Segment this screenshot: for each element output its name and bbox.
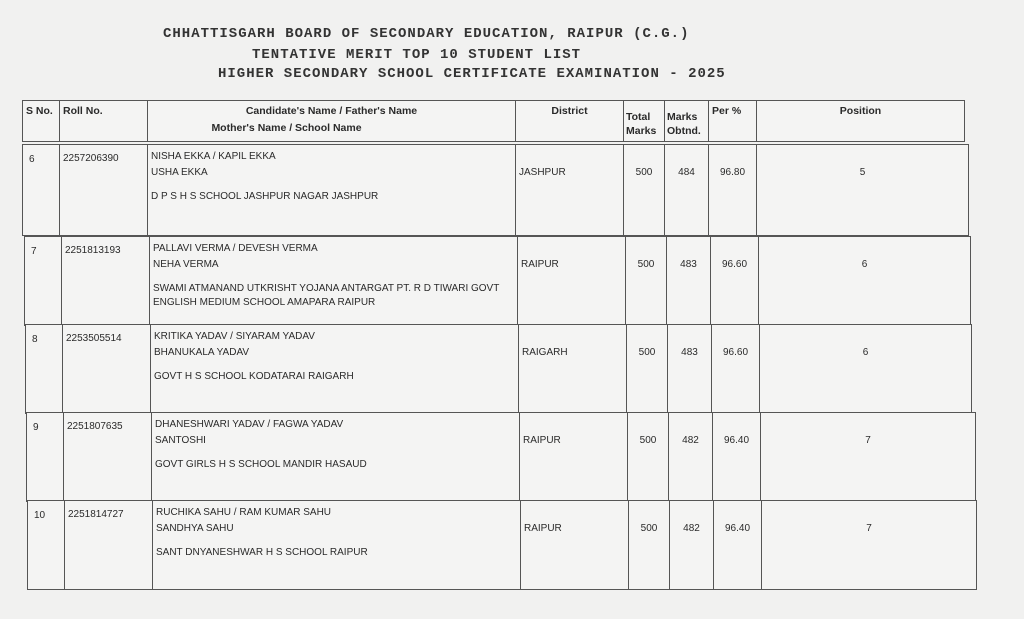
candidate-father: NISHA EKKA / KAPIL EKKA	[151, 151, 276, 162]
row-name	[152, 413, 520, 501]
row-total: 500	[629, 501, 670, 589]
row-name	[153, 501, 521, 589]
candidate-father: DHANESHWARI YADAV / FAGWA YADAV	[155, 419, 344, 430]
table-row	[22, 144, 969, 236]
row-per: 96.80	[709, 145, 757, 235]
row-name	[148, 145, 516, 235]
row-marks: 482	[669, 413, 713, 501]
col-name-line2: Mother's Name / School Name	[211, 122, 362, 134]
row-position: 7	[865, 435, 871, 446]
row-sno: 9	[27, 413, 64, 501]
col-marks	[665, 101, 709, 141]
row-sno: 6	[23, 145, 60, 235]
row-sno: 7	[25, 237, 62, 325]
col-name	[148, 101, 516, 141]
row-per: 96.60	[712, 325, 760, 413]
col-total-line1: Total	[626, 111, 651, 123]
candidate-father: PALLAVI VERMA / DEVESH VERMA	[153, 243, 318, 254]
table-row	[27, 500, 977, 590]
row-per: 96.60	[711, 237, 759, 325]
col-position: Position	[839, 105, 882, 117]
row-name	[151, 325, 519, 413]
row-per: 96.40	[714, 501, 762, 589]
row-marks: 483	[668, 325, 712, 413]
row-district: RAIGARH	[519, 325, 627, 413]
table-row	[25, 324, 972, 414]
mother-name: BHANUKALA YADAV	[154, 347, 250, 358]
row-marks: 483	[667, 237, 711, 325]
col-name-line1: Candidate's Name / Father's Name	[245, 105, 418, 117]
col-sno: S No.	[23, 101, 60, 141]
row-position: 6	[861, 259, 868, 270]
row-district: RAIPUR	[521, 501, 629, 589]
row-position: 5	[859, 167, 866, 178]
school-name: GOVT GIRLS H S SCHOOL MANDIR HASAUD	[155, 459, 367, 470]
col-total-line2: Marks	[626, 125, 657, 137]
school-name: SANT DNYANESHWAR H S SCHOOL RAIPUR	[156, 547, 368, 558]
row-position: 6	[862, 347, 869, 358]
row-name	[150, 237, 518, 325]
row-total: 500	[627, 325, 668, 413]
row-roll: 2253505514	[63, 325, 151, 413]
row-total: 500	[628, 413, 669, 501]
exam-title: HIGHER SECONDARY SCHOOL CERTIFICATE EXAMINATION - 2025	[218, 66, 726, 82]
row-district: RAIPUR	[518, 237, 626, 325]
table-row	[26, 412, 976, 502]
row-sno: 10	[28, 501, 65, 589]
row-roll: 2251807635	[64, 413, 152, 501]
row-roll: 2251814727	[65, 501, 153, 589]
col-marks-line2: Obtnd.	[667, 125, 701, 137]
mother-name: SANDHYA SAHU	[156, 523, 234, 534]
row-roll: 2257206390	[60, 145, 148, 235]
list-title: TENTATIVE MERIT TOP 10 STUDENT LIST	[252, 47, 582, 63]
row-per: 96.40	[713, 413, 761, 501]
table-row	[24, 236, 971, 326]
row-position: 7	[866, 523, 872, 534]
board-title: CHHATTISGARH BOARD OF SECONDARY EDUCATION, RAIPUR (C.G.)	[163, 26, 690, 42]
col-district: District	[516, 101, 624, 141]
row-total: 500	[626, 237, 667, 325]
mother-name: SANTOSHI	[155, 435, 206, 446]
row-marks: 484	[665, 145, 709, 235]
table-header	[22, 100, 965, 142]
row-roll: 2251813193	[62, 237, 150, 325]
mother-name: USHA EKKA	[151, 167, 208, 178]
row-sno: 8	[26, 325, 63, 413]
school-name: SWAMI ATMANAND UTKRISHT YOJANA ANTARGAT PT. R D TIWARI GOVT ENGLISH MEDIUM SCHOOL AMAPARA RAIPUR	[153, 283, 500, 308]
candidate-father: RUCHIKA SAHU / RAM KUMAR SAHU	[156, 507, 332, 518]
col-roll: Roll No.	[60, 101, 148, 141]
row-marks: 482	[670, 501, 714, 589]
row-total: 500	[624, 145, 665, 235]
col-per: Per %	[709, 101, 757, 141]
mother-name: NEHA VERMA	[153, 259, 219, 270]
school-name: D P S H S SCHOOL JASHPUR NAGAR JASHPUR	[151, 191, 379, 202]
col-marks-line1: Marks	[667, 111, 698, 123]
row-district: JASHPUR	[516, 145, 624, 235]
school-name: GOVT H S SCHOOL KODATARAI RAIGARH	[154, 371, 354, 382]
row-district: RAIPUR	[520, 413, 628, 501]
candidate-father: KRITIKA YADAV / SIYARAM YADAV	[154, 331, 315, 342]
col-total	[624, 101, 665, 141]
